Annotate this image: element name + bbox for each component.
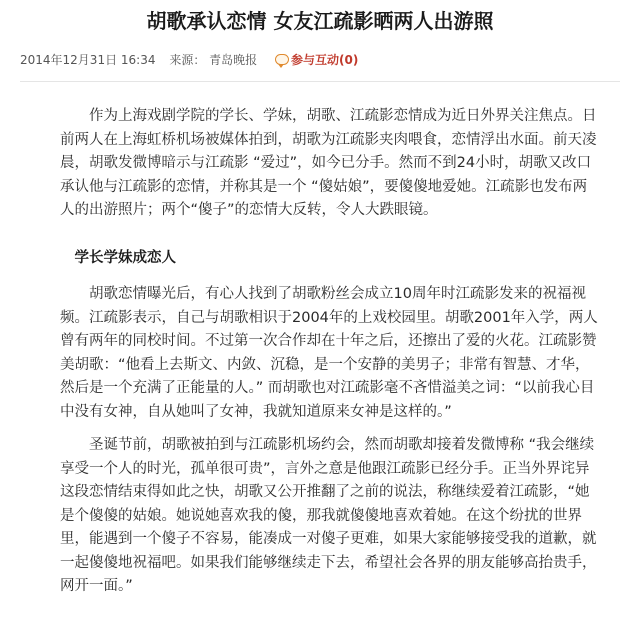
article-subheading: 学长学妹成恋人 (74, 249, 176, 266)
publish-date: 2014年12月31日 16:34 (20, 52, 156, 67)
article-title: 胡歌承认恋情 女友江疏影晒两人出游照 (146, 9, 494, 33)
article-meta (20, 47, 620, 82)
article-body (20, 105, 620, 599)
comment-bubble-icon (275, 54, 289, 65)
article-paragraph: 圣诞节前，胡歌被拍到与江疏影机场约会，然而胡歌却接着发微博称 “我会继续享受一个人的时光，孤单很可贵”，言外之意是他跟江疏影已经分手。正当外界诧异这段恋情结束得如此之快，胡歌又公开推翻了之前的说法，称继续爱着江疏影，“她是个傻傻的姑娘。她说她喜欢我的傻，那我就傻傻地喜欢着她。在这个纷扰的世界里，能遇到一个傻子不容易，能凑成一对傻子更难，如果大家能够接受我的道歉，就一起傻傻地祝福吧。如果我们能够继续走下去，希望社会各界的朋友能够高抬贵手，网开一面。” (60, 437, 597, 594)
comment-count[interactable]: (0) (339, 52, 359, 67)
article-paragraph: 胡歌恋情曝光后，有心人找到了胡歌粉丝会成立10周年时江疏影发来的祝福视频。江疏影表示，自己与胡歌相识于2004年的上戏校园里。胡歌2001年入学，两人曾有两年的同校时间。不过第一次合作却在十年之后，还擦出了爱的火花。江疏影赞美胡歌：“他看上去斯文、内敛、沉稳，是一个安静的美男子；非常有智慧、才华，然后是一个充满了正能量的人。” 而胡歌也对江疏影毫不吝惜溢美之词：“以前我心目中没有女神，自从她叫了女神，我就知道原来女神是这样的。” (60, 286, 598, 420)
comment-link[interactable] (275, 47, 358, 72)
source-name: 青岛晚报 (209, 52, 258, 67)
article-paragraph: 作为上海戏剧学院的学长、学妹，胡歌、江疏影恋情成为近日外界关注焦点。日前两人在上海虹桥机场被媒体拍到，胡歌为江疏影夹肉喂食，恋情浮出水面。前天凌晨，胡歌发微博暗示与江疏影 “爱过”，如今已分手。然而不到24小时，胡歌又改口承认他与江疏影的恋情，并称其是一个 “傻姑娘”，要傻傻地爱她。江疏影也发布两人的出游照片；两个“傻子”的恋情大反转，令人大跌眼镜。 (60, 108, 597, 218)
comment-link-label[interactable]: 参与互动 (291, 52, 340, 67)
source-label: 来源： (169, 52, 206, 67)
